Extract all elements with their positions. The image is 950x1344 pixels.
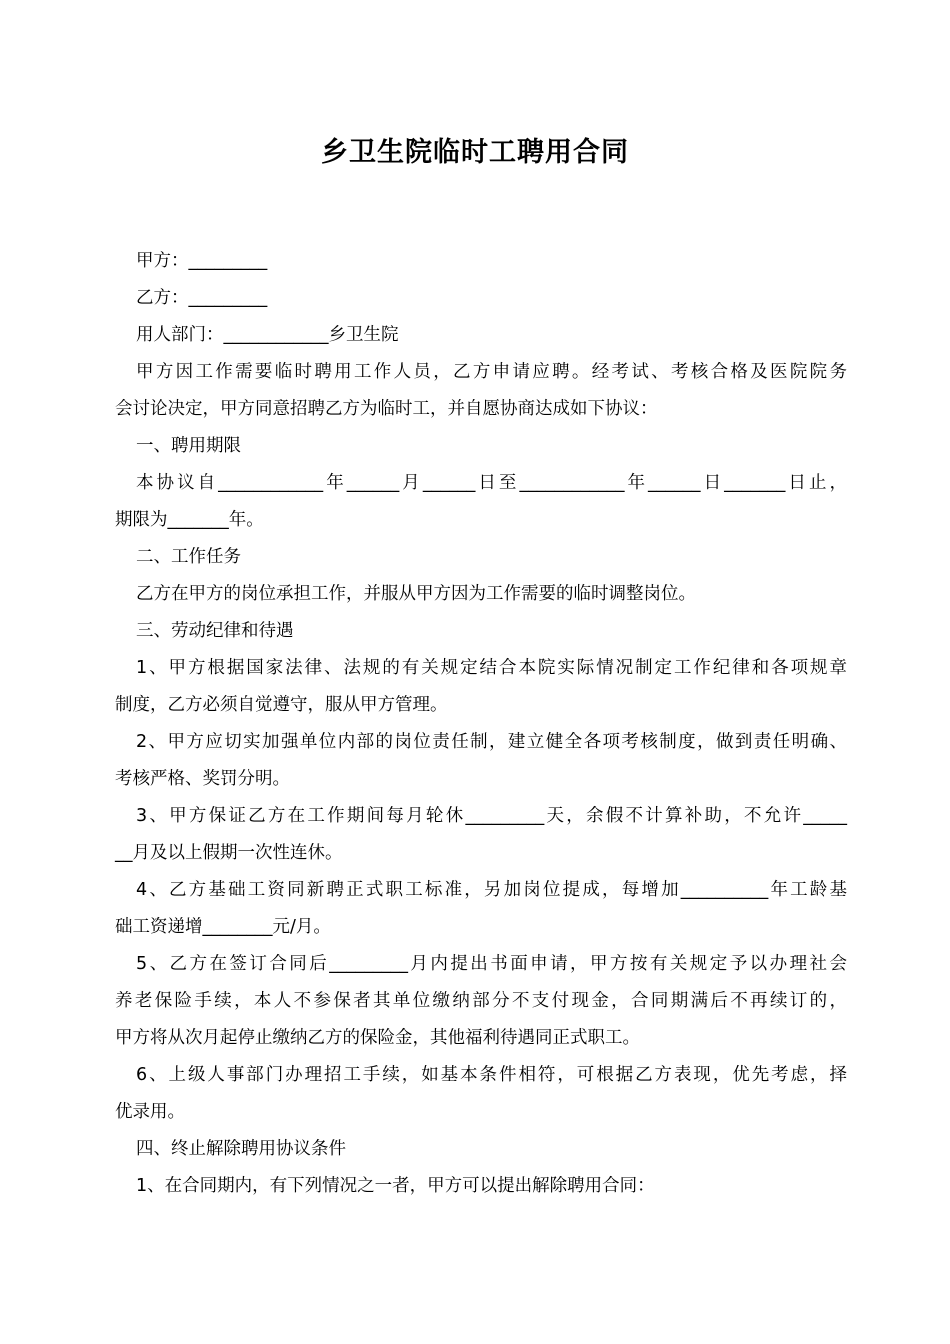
department-line: 用人部门：____________乡卫生院 xyxy=(136,325,399,345)
section-heading: 三、劳动纪律和待遇 xyxy=(136,621,294,641)
clause-line: 1、在合同期内，有下列情况之一者，甲方可以提出解除聘用合同： xyxy=(136,1176,655,1196)
clause-line: 考核严格、奖罚分明。 xyxy=(115,769,290,789)
clause-line: 优录用。 xyxy=(115,1102,185,1122)
section-heading: 一、聘用期限 xyxy=(136,436,241,456)
clause-line: 2、甲方应切实加强单位内部的岗位责任制，建立健全各项考核制度，做到责任明确、 xyxy=(136,732,847,752)
clause-line: __月及以上假期一次性连休。 xyxy=(115,843,343,863)
clause-line: 养老保险手续，本人不参保者其单位缴纳部分不支付现金，合同期满后不再续订的， xyxy=(115,991,847,1011)
clause-line: 4、乙方基础工资同新聘正式职工标准，另加岗位提成，每增加__________年工龄基 xyxy=(136,880,847,900)
clause-line: 5、乙方在签订合同后_________月内提出书面申请，甲方按有关规定予以办理社会 xyxy=(136,954,847,974)
clause-line: 制度，乙方必须自觉遵守，服从甲方管理。 xyxy=(115,695,448,715)
clause-line: 础工资递增________元/月。 xyxy=(115,917,331,937)
clause-line: 甲方将从次月起停止缴纳乙方的保险金，其他福利待遇同正式职工。 xyxy=(115,1028,640,1048)
section-heading: 二、工作任务 xyxy=(136,547,241,567)
section-heading: 四、终止解除聘用协议条件 xyxy=(136,1139,346,1159)
task-paragraph-line: 乙方在甲方的岗位承担工作，并服从甲方因为工作需要的临时调整岗位。 xyxy=(136,584,696,604)
intro-paragraph-line: 甲方因工作需要临时聘用工作人员，乙方申请应聘。经考试、考核合格及医院院务 xyxy=(136,362,847,382)
clause-line: 1、甲方根据国家法律、法规的有关规定结合本院实际情况制定工作纪律和各项规章 xyxy=(136,658,847,678)
party-a-line: 甲方：_________ xyxy=(136,251,268,271)
clause-line: 3、甲方保证乙方在工作期间每月轮休_________天，余假不计算补助，不允许_____ xyxy=(136,806,847,826)
term-paragraph-line: 期限为_______年。 xyxy=(115,510,264,530)
party-b-line: 乙方：_________ xyxy=(136,288,268,308)
clause-line: 6、上级人事部门办理招工手续，如基本条件相符，可根据乙方表现，优先考虑，择 xyxy=(136,1065,847,1085)
term-paragraph-line: 本协议自____________年______月______日至____________年______日_______日止， xyxy=(136,473,847,493)
intro-paragraph-line: 会讨论决定，甲方同意招聘乙方为临时工，并自愿协商达成如下协议： xyxy=(115,399,658,419)
document-title: 乡卫生院临时工聘用合同 xyxy=(321,137,629,168)
document-body xyxy=(115,243,847,1205)
